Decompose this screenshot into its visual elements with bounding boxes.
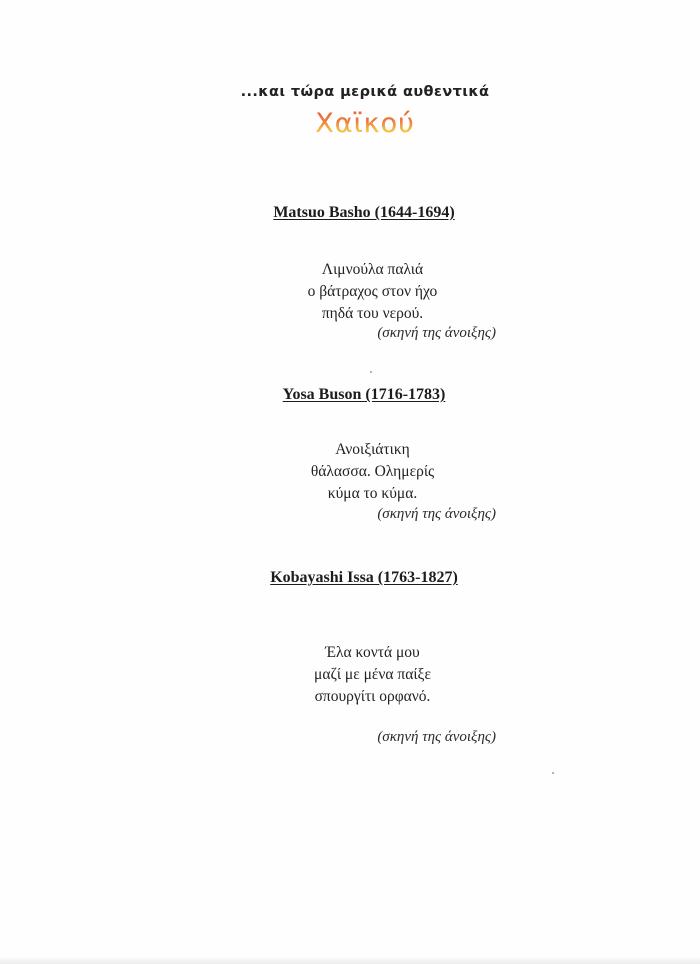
poem-source-basho: (σκηνή της άνοιξης) bbox=[377, 325, 496, 341]
poem-line: πηδά του νερού. bbox=[321, 305, 424, 322]
poet-heading-issa: Kobayashi Issa (1763-1827) bbox=[270, 569, 458, 586]
poem-line: Ανοιξιάτικη bbox=[335, 441, 410, 458]
poem-basho bbox=[0, 259, 700, 325]
scan-speck bbox=[370, 371, 372, 373]
poem-source-issa: (σκηνή της άνοιξης) bbox=[377, 729, 496, 745]
poem-buson bbox=[0, 439, 700, 505]
page-title-text: Χαϊκού bbox=[315, 108, 415, 139]
poet-heading-buson: Yosa Buson (1716-1783) bbox=[282, 386, 446, 403]
poem-line: μαζί με μένα παίξε bbox=[314, 666, 431, 683]
scan-speck bbox=[552, 772, 554, 774]
page-intro: ...και τώρα μερικά αυθεντικά bbox=[240, 84, 490, 100]
poet-heading-basho: Matsuo Basho (1644-1694) bbox=[273, 204, 455, 221]
page-title bbox=[0, 108, 700, 139]
poem-source-buson: (σκηνή της άνοιξης) bbox=[377, 506, 496, 522]
poem-line: ο βάτραχος στον ήχο bbox=[307, 283, 438, 300]
poem-line: σπουργίτι ορφανό. bbox=[314, 688, 431, 705]
poem-line: Έλα κοντά μου bbox=[325, 644, 420, 661]
poem-line: κύμα το κύμα. bbox=[327, 485, 418, 502]
poem-line: θάλασσα. Ολημερίς bbox=[310, 463, 435, 480]
page-bottom-edge bbox=[0, 956, 700, 964]
poem-line: Λιμνούλα παλιά bbox=[321, 261, 424, 278]
poem-issa bbox=[0, 642, 700, 708]
